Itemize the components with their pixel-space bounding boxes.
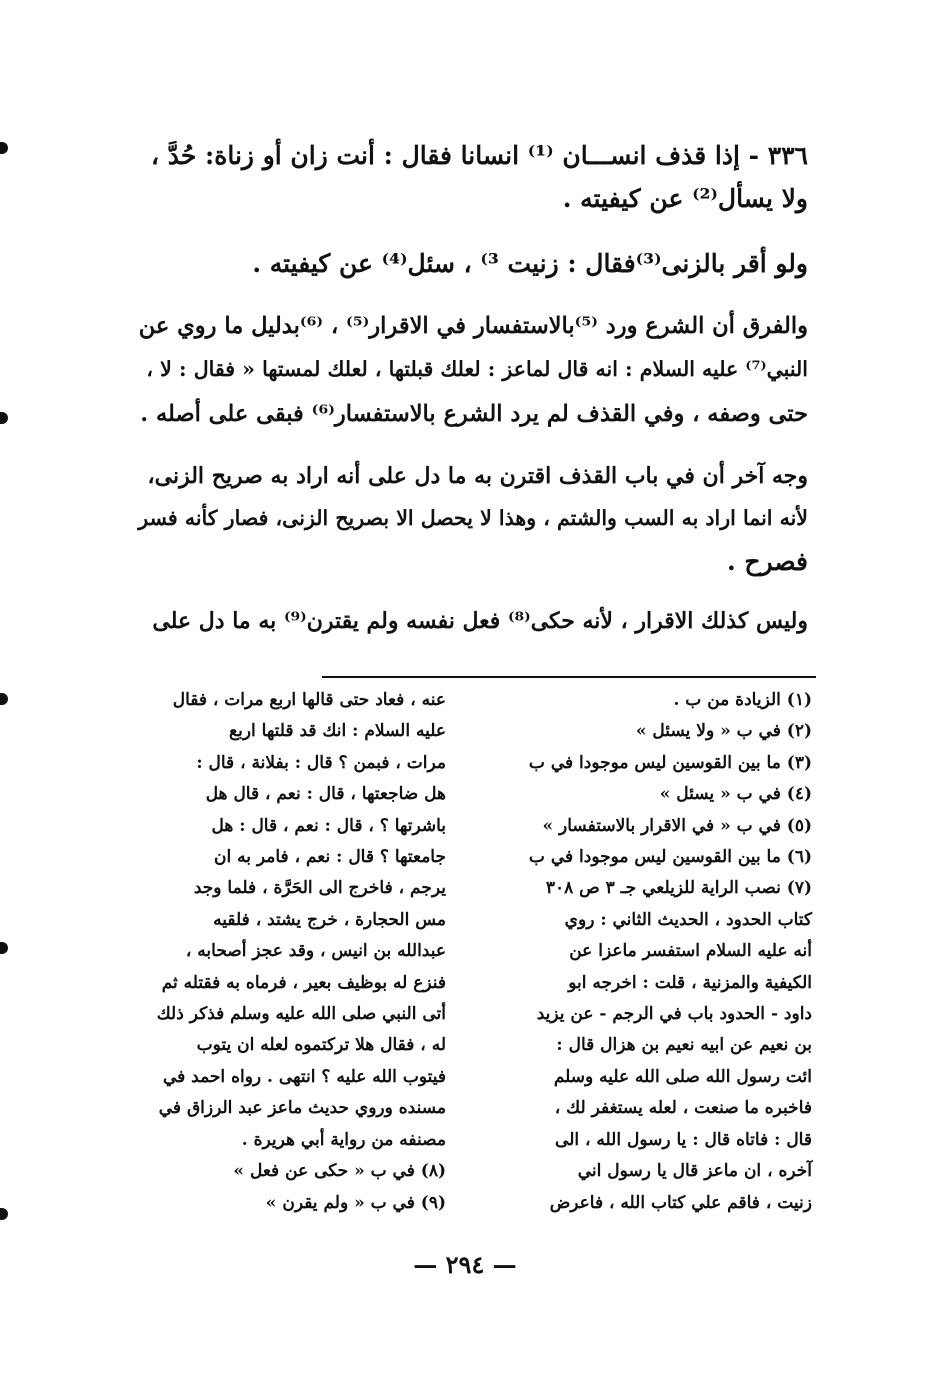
footnote-line: مرات ، فبمن ؟ قال : بفلانة ، قال : [196, 752, 446, 773]
footnote-line: له ، فقال هلا تركتموه لعله ان يتوب [196, 1035, 446, 1056]
footnote-line: أتى النبي صلى الله عليه وسلم فذكر ذلك [156, 1004, 446, 1025]
footnote-line: فاخبره ما صنعت ، لعله يستغفر لك ، [554, 1098, 812, 1119]
footnote-separator [322, 676, 816, 678]
edge-mark [0, 142, 8, 154]
edge-mark [0, 693, 8, 705]
text-line: حتى وصفه ، وفي القذف لم يرد الشرع بالاستفسار⁽⁶⁾ فبقى على أصله . [140, 401, 808, 427]
footnote-line: كتاب الحدود ، الحديث الثاني : روي [564, 909, 812, 930]
footnote-line: يرجم ، فاخرج الى الحَرَّة ، فلما وجد [193, 878, 446, 899]
footnote-line: (٦) ما بين القوسين ليس موجودا في ب [528, 847, 812, 868]
footnote-line: (٧) نصب الراية للزيلعي جـ ٣ ص ٣٠٨ [545, 878, 812, 899]
footnote-line: مصنفه من رواية أبي هريرة . [241, 1129, 446, 1150]
footnote-line: (٤) في ب « يسئل » [659, 784, 812, 805]
footnote-line: (٢) في ب « ولا يسئل » [635, 721, 812, 742]
text-line: ولا يسأل⁽²⁾ عن كيفيته . [562, 184, 808, 213]
footnote-line: (٨) في ب « حكى عن فعل » [233, 1161, 446, 1182]
footnote-line: أنه عليه السلام استفسر ماعزا عن [569, 941, 812, 962]
footnote-line: جامعتها ؟ قال : نعم ، فامر به ان [213, 847, 446, 868]
edge-mark [0, 942, 8, 954]
footnote-line: آخره ، ان ماعز قال يا رسول اني [577, 1161, 812, 1182]
footnote-line: الكيفية والمزنية ، قلت : اخرجه ابو [568, 972, 812, 993]
text-line: النبي⁽⁷⁾ عليه السلام : انه قال لماعز : لعلك قبلتها ، لعلك لمستها « فقال : لا ، [146, 357, 808, 381]
footnote-line: ائت رسول الله صلى الله عليه وسلم [553, 1066, 812, 1087]
page-number: — ٢٩٤ — [413, 1250, 517, 1279]
footnote-line: بن نعيم عن ابيه نعيم بن هزال قال : [556, 1035, 812, 1056]
text-line: لأنه انما اراد به السب والشتم ، وهذا لا يحصل الا بصريح الزنى، فصار كأنه فسر [138, 506, 808, 530]
footnote-line: (٥) في ب « في الاقرار بالاستفسار » [542, 815, 812, 836]
footnote-line: عبدالله بن انيس ، وقد عجز أصحابه ، [185, 941, 446, 962]
footnote-line: عنه ، فعاد حتى قالها اربع مرات ، فقال [172, 690, 446, 710]
footnote-line: (٩) في ب « ولم يقرن » [265, 1192, 446, 1213]
text-line: والفرق أن الشرع ورد ⁽⁵⁾بالاستفسار في الاقرار⁽⁵⁾ ، ⁽⁶⁾بدليل ما روي عن [138, 313, 808, 339]
footnote-line: فنزع له بوظيف بعير ، فرماه به فقتله ثم [161, 972, 446, 993]
footnotes-left-column [138, 685, 446, 1219]
footnote-line: زنيت ، فاقم علي كتاب الله ، فاعرض [549, 1192, 812, 1213]
text-line: ولو أقر بالزنى⁽³⁾فقال : زنيت ³⁾ ، سئل⁽⁴⁾ عن كيفيته . [252, 249, 808, 278]
footnote-line: مس الحجارة ، خرج يشتد ، فلقيه [213, 909, 446, 930]
footnote-line: هل ضاجعتها ، قال : نعم ، قال هل [205, 784, 446, 805]
text-line: وليس كذلك الاقرار ، لأنه حكى⁽⁸⁾ فعل نفسه ولم يقترن⁽⁹⁾ به ما دل على [152, 608, 808, 634]
footnote-line: (١) الزيادة من ب . [673, 690, 812, 710]
footnotes-right-column [500, 685, 812, 1219]
footnote-line: فيتوب الله عليه ؟ انتهى . رواه احمد في [162, 1066, 446, 1087]
footnote-line: مسنده وروي حديث ماعز عبد الرزاق في [158, 1098, 446, 1119]
text-line: ٣٣٦ - إذا قذف انســـان ⁽¹⁾ انسانا فقال : أنت زان أو زناة: حُدَّ ، [150, 141, 808, 170]
footnote-line: قال : فاتاه قال : يا رسول الله ، الى [555, 1129, 812, 1150]
edge-mark [0, 412, 8, 424]
footnote-line: باشرتها ؟ ، قال : نعم ، قال : هل [211, 815, 446, 836]
text-line: فصرح . [727, 547, 808, 576]
text-line: وجه آخر أن في باب القذف اقترن به ما دل على أنه اراد به صريح الزنى، [147, 463, 808, 489]
footnote-line: داود - الحدود باب في الرجم - عن يزيد [536, 1004, 812, 1025]
footnote-line: عليه السلام : انك قد قلتها اربع [229, 721, 446, 742]
footnote-line: (٣) ما بين القوسين ليس موجودا في ب [528, 752, 812, 773]
edge-mark [0, 1208, 8, 1220]
